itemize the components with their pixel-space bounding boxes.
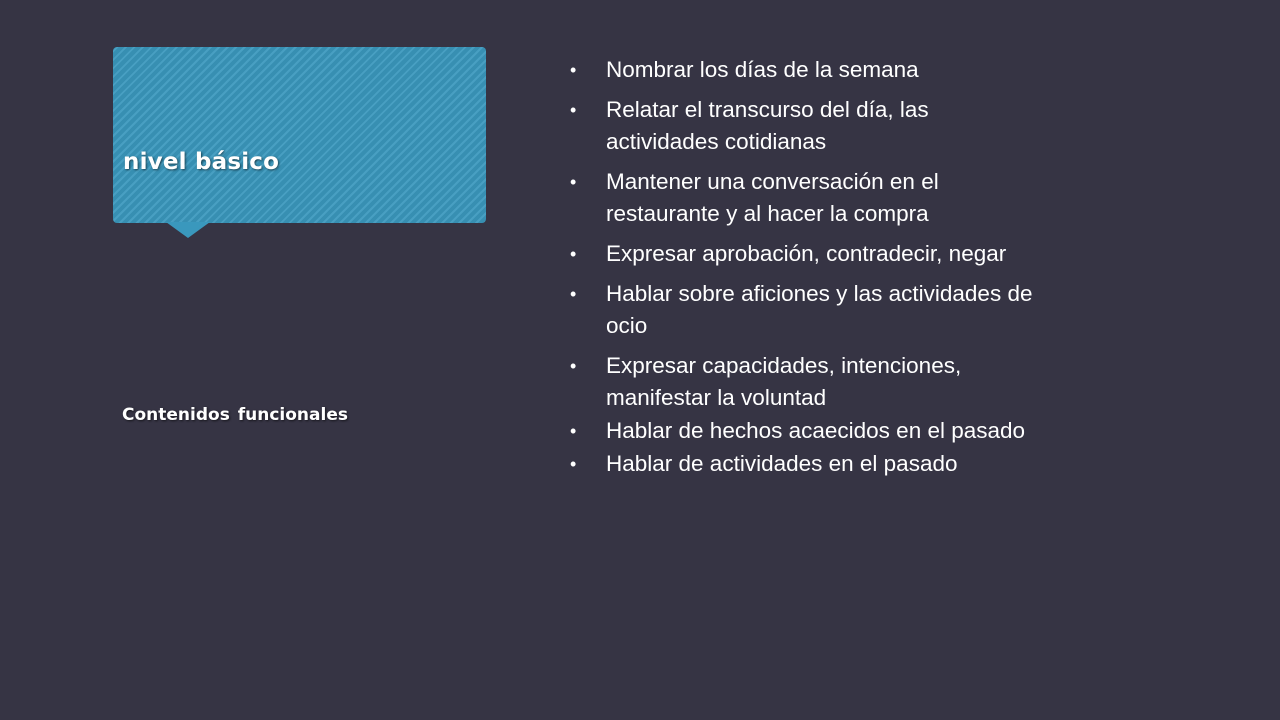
slide-subtitle: Contenidos funcionales (122, 405, 348, 425)
callout-pointer (166, 222, 210, 238)
bullet-dot-icon: • (570, 244, 577, 264)
bullet-text: Hablar de actividades en el pasado (606, 451, 958, 476)
bullet-dot-icon: • (570, 284, 577, 304)
bullet-text: Hablar sobre aficiones y las actividades de ocio (606, 281, 1033, 338)
slide-title: nivel básico (123, 149, 280, 175)
bullet-list (570, 54, 1040, 488)
bullet-dot-icon: • (570, 421, 577, 441)
bullet-item (570, 166, 1040, 230)
bullet-text: Nombrar los días de la semana (606, 57, 919, 82)
bullet-item (570, 238, 1040, 270)
bullet-item (570, 415, 1040, 447)
bullet-text: Hablar de hechos acaecidos en el pasado (606, 418, 1026, 443)
bullet-dot-icon: • (570, 356, 577, 376)
title-callout (113, 47, 486, 223)
bullet-dot-icon: • (570, 172, 577, 192)
bullet-item (570, 448, 1040, 480)
bullet-text: Expresar capacidades, intenciones, manifestar la voluntad (606, 353, 962, 410)
bullet-dot-icon: • (570, 60, 577, 80)
bullet-dot-icon: • (570, 100, 577, 120)
bullet-item (570, 54, 1040, 86)
bullet-item (570, 350, 1040, 414)
bullet-text: Relatar el transcurso del día, las actividades cotidianas (606, 97, 929, 154)
bullet-item (570, 278, 1040, 342)
bullet-dot-icon: • (570, 454, 577, 474)
bullet-text: Expresar aprobación, contradecir, negar (606, 241, 1007, 266)
bullet-item (570, 94, 1040, 158)
bullet-text: Mantener una conversación en el restaurante y al hacer la compra (606, 169, 939, 226)
